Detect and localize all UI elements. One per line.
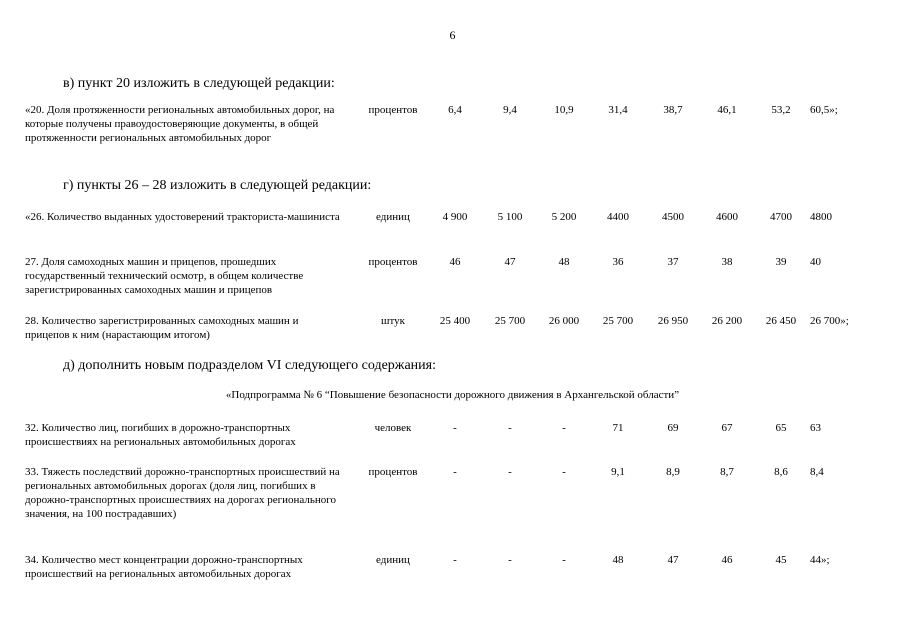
row-value: 9,1: [611, 466, 625, 478]
row-value: 25 400: [439, 315, 471, 327]
row-unit: единиц: [376, 211, 410, 223]
row-value: 25 700: [602, 315, 634, 327]
row-value: -: [562, 422, 566, 434]
section-g-heading: г) пункты 26 – 28 изложить в следующей редакции:: [63, 178, 372, 193]
row-value: 6,4: [448, 104, 462, 116]
page-number: 6: [449, 28, 456, 42]
row-value: 48: [612, 554, 624, 566]
row-value: 26 450: [765, 315, 797, 327]
row-name: 27. Доля самоходных машин и прицепов, прошедших государственный технический осмотр, в общем количестве зарегистрированных самоходных машин и прицепов: [25, 256, 304, 296]
row-value: 26 700»;: [810, 315, 849, 327]
row-value: 8,6: [774, 466, 788, 478]
row-name: 32. Количество лиц, погибших в дорожно-транспортных происшествиях на региональных автомобильных дорогах: [25, 422, 296, 448]
row-value: 63: [810, 422, 821, 434]
row-name: 28. Количество зарегистрированных самоходных машин и прицепов к ним (нарастающим итогом): [25, 315, 299, 341]
row-name: 34. Количество мест концентрации дорожно-транспортных происшествий на региональных автомобильных дорогах: [25, 554, 303, 580]
row-value: -: [453, 422, 457, 434]
row-value: 60,5»;: [810, 104, 838, 116]
row-value: 10,9: [554, 104, 574, 116]
row-value: 4800: [810, 211, 832, 223]
row-value: -: [453, 466, 457, 478]
row-value: -: [562, 466, 566, 478]
section-d-heading: д) дополнить новым подразделом VI следующего содержания:: [63, 358, 436, 373]
row-value: 65: [775, 422, 787, 434]
row-value: 31,4: [608, 104, 628, 116]
row-value: 46: [449, 256, 461, 268]
row-value: 48: [558, 256, 570, 268]
row-value: 8,4: [810, 466, 824, 478]
row-value: 8,7: [720, 466, 734, 478]
subprogram-title: «Подпрограмма № 6 “Повышение безопасности дорожного движения в Архангельской области”: [225, 389, 680, 401]
row-name: «20. Доля протяженности региональных автомобильных дорог, на которые получены правоудостоверяющие документы, в общей протяженности региональных автомобильных дорог: [25, 104, 335, 144]
section-v-heading: в) пункт 20 изложить в следующей редакции:: [63, 76, 335, 91]
row-unit: процентов: [368, 256, 418, 268]
row-value: 39: [775, 256, 787, 268]
row-value: 4500: [662, 211, 684, 223]
row-value: 46,1: [717, 104, 737, 116]
row-value: 69: [667, 422, 679, 434]
row-name: «26. Количество выданных удостоверений тракториста-машиниста: [25, 211, 340, 223]
row-value: 26 950: [657, 315, 689, 327]
row-unit: единиц: [376, 554, 410, 566]
row-unit: процентов: [368, 104, 418, 116]
row-value: -: [562, 554, 566, 566]
row-value: 45: [775, 554, 787, 566]
row-value: 4400: [607, 211, 629, 223]
row-value: 38,7: [663, 104, 683, 116]
row-value: 47: [667, 554, 679, 566]
row-name: 33. Тяжесть последствий дорожно-транспортных происшествий на региональных автомобильных дорогах (доля лиц, погибших в дорожно-транспортных происшествиях на дорогах регионального значения, на 100 пострадавших): [25, 466, 340, 520]
row-value: 40: [810, 256, 821, 268]
row-unit: человек: [374, 422, 412, 434]
row-unit: процентов: [368, 466, 418, 478]
row-value: 26 000: [548, 315, 580, 327]
row-value: 44»;: [810, 554, 830, 566]
row-value: 4 900: [442, 211, 468, 223]
row-value: 26 200: [711, 315, 743, 327]
row-value: 4600: [716, 211, 738, 223]
row-value: 38: [721, 256, 733, 268]
row-value: 53,2: [771, 104, 791, 116]
row-value: 47: [504, 256, 516, 268]
row-unit: штук: [381, 315, 405, 327]
row-value: 4700: [770, 211, 792, 223]
row-value: 67: [721, 422, 733, 434]
row-value: 9,4: [503, 104, 517, 116]
row-value: 5 200: [551, 211, 577, 223]
row-value: 36: [612, 256, 624, 268]
row-value: -: [508, 422, 512, 434]
row-value: 5 100: [497, 211, 523, 223]
row-value: 37: [667, 256, 679, 268]
row-value: 25 700: [494, 315, 526, 327]
row-value: 71: [612, 422, 624, 434]
row-value: 46: [721, 554, 733, 566]
row-value: -: [453, 554, 457, 566]
row-value: -: [508, 554, 512, 566]
row-value: 8,9: [666, 466, 680, 478]
row-value: -: [508, 466, 512, 478]
